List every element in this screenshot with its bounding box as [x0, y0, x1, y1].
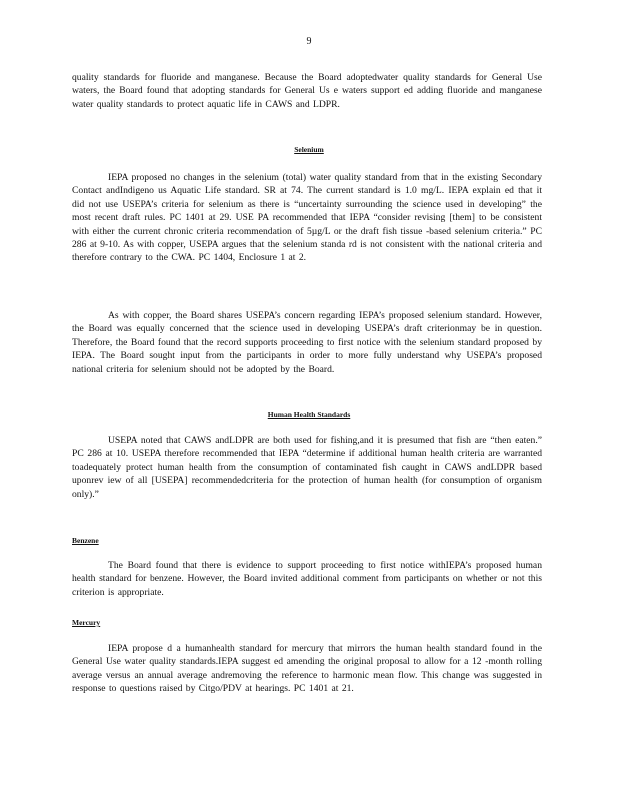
page-number: 9	[306, 36, 312, 47]
heading-mercury: Mercury	[72, 618, 101, 627]
heading-benzene: Benzene	[72, 536, 99, 545]
heading-human-health-standards: Human Health Standards	[267, 410, 351, 419]
paragraph-benzene: The Board found that there is evidence to support proceeding to first notice withIEPA’s proposed human health standard for benzene. However, the Board invited additional comment from participants on whether or not this criterion is appropriate.	[72, 560, 542, 598]
paragraph-selenium-1: IEPA proposed no changes in the selenium (total) water quality standard from that in the existing Secondary Contact andIndigeno us Aquatic Life standard. SR at 74. The current standard is 1.0 mg/L. IEPA explain ed that it did not use USEPA’s criteria for selenium as there is “uncertainty surrounding the science used in developing” the most recent draft rules. PC 1401 at 29. USE PA recommended that IEPA “consider revising [them] to be consistent with either the current chronic criteria recommendation of 5µg/L or the draft fish tissue -based selenium criteria.” PC 286 at 9-10. As with copper, USEPA argues that the selenium standa rd is not consistent with the national criteria and therefore contrary to the CWA. PC 1404, Enclosure 1 at 2.	[72, 172, 542, 264]
paragraph-mercury: IEPA propose d a humanhealth standard for mercury that mirrors the human health standard found in the General Use water quality standards.IEPA suggest ed amending the original proposal to allow for a 12 -month rolling average versus an annual average andremoving the reference to harmonic mean flow. This change was suggested in response to questions raised by Citgo/PDV at hearings. PC 1401 at 21.	[72, 643, 542, 695]
paragraph-selenium-2: As with copper, the Board shares USEPA’s concern regarding IEPA’s proposed selenium standard. However, the Board was equally concerned that the science used in developing USEPA’s draft criterionmay be in question. Therefore, the Board found that the record supports proceeding to first notice with the selenium standard proposed by IEPA. The Board sought input from the participants in order to more fully understand why USEPA’s proposed national criteria for selenium should not be adopted by the Board.	[72, 310, 542, 375]
heading-selenium: Selenium	[294, 145, 324, 154]
paragraph-intro: quality standards for fluoride and manganese. Because the Board adoptedwater quality standards for General Use waters, the Board found that adopting standards for General Us e waters support ed adding fluoride and manganese water quality standards to protect aquatic life in CAWS and LDPR.	[72, 72, 542, 110]
paragraph-human-health: USEPA noted that CAWS andLDPR are both used for fishing,and it is presumed that fish are “then eaten.” PC 286 at 10. USEPA therefore recommended that IEPA “determine if additional human health criteria are warranted toadequately protect human health from the consumption of contaminated fish caught in CAWS andLDPR based uponrev iew of all [USEPA] recommendedcriteria for the protection of human health (for consumption of organism only).”	[72, 435, 542, 500]
